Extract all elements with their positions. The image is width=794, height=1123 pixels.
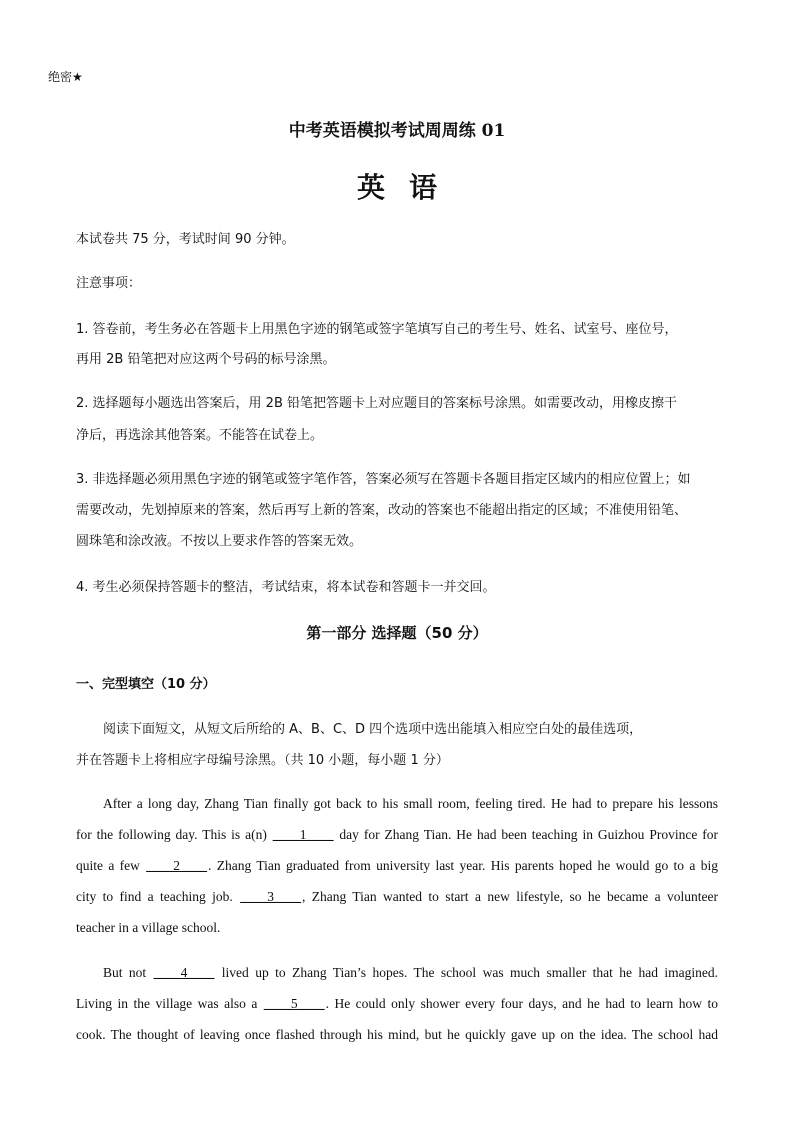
exam-title: 中考英语模拟考试周周练 01 [288, 121, 506, 141]
note-2-line-2: 净后，再选涂其他答案。不能答在试卷上。 [76, 428, 324, 443]
passage-text: city to find a teaching job. [76, 889, 240, 904]
subject-title: 英语 [356, 171, 461, 204]
instruction-line-1: 阅读下面短文，从短文后所给的 A、B、C、D 四个选项中选出能填入相应空白处的最佳选项， [103, 722, 643, 737]
notes-heading: 注意事项： [76, 276, 142, 291]
blank-3: ____3____ [240, 889, 301, 904]
blank-5: ____5____ [263, 996, 325, 1011]
note-3-line-3: 圆珠笔和涂改液。不按以上要求作答的答案无效。 [76, 534, 363, 549]
note-4-line-1: 4. 考生必须保持答题卡的整洁，考试结束，将本试卷和答题卡一并交回。 [76, 580, 496, 595]
instruction-line-2: 并在答题卡上将相应字母编号涂黑。（共 10 小题，每小题 1 分） [76, 753, 449, 768]
passage-text: quite a few [76, 858, 146, 873]
blank-1: ____1____ [272, 827, 334, 842]
passage-line [76, 889, 718, 905]
note-3-line-2: 需要改动，先划掉原来的答案，然后再写上新的答案，改动的答案也不能超出指定的区域；不准使用铅笔、 [76, 503, 688, 518]
passage-line: cook. The thought of leaving once flashed through his mind, but he quickly gave up on the idea. The school had [76, 1027, 718, 1042]
passage-line [76, 827, 718, 843]
passage-line: teacher in a village school. [76, 920, 221, 935]
note-2-line-1: 2. 选择题每小题选出答案后，用 2B 铅笔把答题卡上对应题目的答案标号涂黑。如需要改动，用橡皮擦干 [76, 396, 677, 411]
section-title: 第一部分 选择题（50 分） [306, 624, 488, 642]
note-1-line-2: 再用 2B 铅笔把对应这两个号码的标号涂黑。 [76, 352, 336, 367]
score-time-info: 本试卷共 75 分，考试时间 90 分钟。 [76, 232, 295, 247]
passage-text: , Zhang Tian wanted to start a new lifestyle, so he became a volunteer [301, 889, 718, 904]
blank-4: ____4____ [153, 965, 215, 980]
passage-text: lived up to Zhang Tian’s hopes. The school was much smaller that he had imagined. [215, 965, 718, 980]
part-title: 一、完型填空（10 分） [76, 677, 216, 692]
passage-text: day for Zhang Tian. He had been teaching in Guizhou Province for [334, 827, 718, 842]
passage-line [103, 965, 718, 981]
passage-line [76, 858, 718, 874]
blank-2: ____2____ [146, 858, 208, 873]
note-3-line-1: 3. 非选择题必须用黑色字迹的钢笔或签字笔作答，答案必须写在答题卡各题目指定区域内的相应位置上；如 [76, 472, 691, 487]
passage-text: . He could only shower every four days, and he had to learn how to [325, 996, 718, 1011]
note-1-line-1: 1. 答卷前，考生务必在答题卡上用黑色字迹的钢笔或签字笔填写自己的考生号、姓名、试室号、座位号， [76, 322, 678, 337]
passage-line [76, 996, 718, 1012]
passage-text: Living in the village was also a [76, 996, 263, 1011]
passage-line: After a long day, Zhang Tian finally got back to his small room, feeling tired. He had to prepare his lessons [103, 796, 718, 811]
passage-text: for the following day. This is a(n) [76, 827, 272, 842]
passage-text: But not [103, 965, 153, 980]
confidential-mark: 绝密★ [48, 70, 83, 84]
passage-text: . Zhang Tian graduated from university last year. His parents hoped he would go to a big [208, 858, 718, 873]
